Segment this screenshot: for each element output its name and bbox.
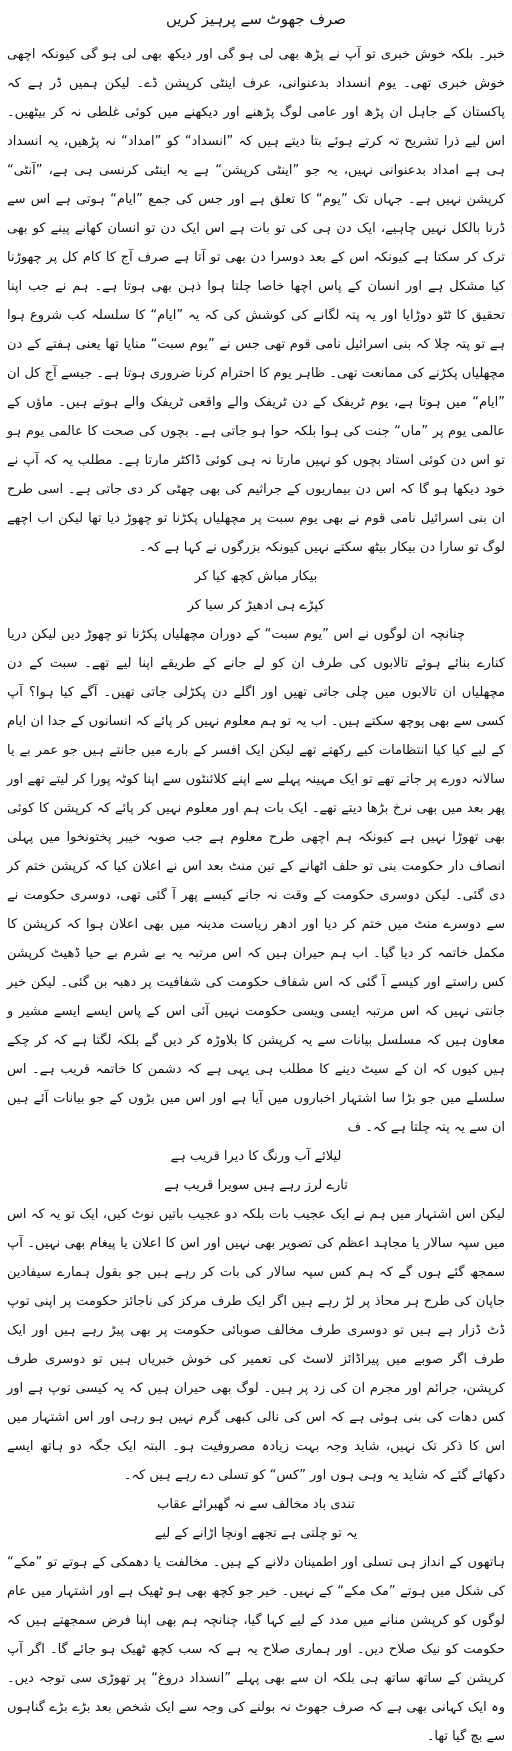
verse-2-line-2: تارے لرز رہے ہیں سویرا قریب ہے [164,1178,348,1193]
verse-1-line-1: بیکار مباش کچھ کیا کر [194,569,318,584]
verse-1-line-2: کپڑے ہی ادھیڑ کر سیا کر [187,598,325,613]
paragraph-1: خبر۔ بلکہ خوش خبری تو آپ نے پڑھ بھی لی ہو گی اور دیکھ بھی لی ہو گی کیونکہ اچھی خوش خبری تھی۔ یوم انسداد بدعنوانی، عرف اینٹی کرپشن ڈے۔ لیکن ہمیں ڈر ہے کہ پاکستان کے جاہل ان پڑھ اور عامی لوگ پڑھنے اور دیکھنے میں کوئی غلطی نہ کر بیٹھیں۔ اس لیے ذرا تشریح تہ کرتے ہوئے بتا دیتے ہیں کہ ”انسداد“ کو ”امداد“ نہ پڑھیں، یہ انسداد ہی ہے امداد بدعنوانی نہیں، یہ جو ”اینٹی کرپشن“ ہے یہ اینٹی کرنسی ہی ہے، ”آنٹی“ کرپشن نہیں ہے۔ جہاں تک ”یوم“ کا تعلق ہے اور جس کی جمع ”ایام“ ہوتی ہے اس سے ڈرنا بالکل نہیں چاہیے، ایک دن ہی کی تو بات ہے اس ایک دن تو انسان کھانے پینے کو بھی ترک کر سکتا ہے کیونکہ اس کے بعد دوسرا دن بھی تو آتا ہے صرف آج کا کام کل پر چھوڑنا کیا مشکل ہے اور انسان کے پاس اچھا خاصا چلتا ہوا ذہن بھی ہوتا ہے۔ ہم نے جب اپنا تحقیق کا ٹٹو دوڑایا اور یہ پتہ لگانے کی کوشش کی کہ یہ ”ایام“ کا سلسلہ کب شروع ہوا ہے تو پتہ چلا کہ بنی اسرائیل نامی قوم تھی جس نے ”یوم سبت“ منایا تھا یعنی ہفتے کے دن مچھلیاں پکڑنے کی ممانعت تھی۔ ظاہر یوم کا احترام کرنا ضروری ہوتا ہے۔ جیسے آج کل ان ”ایام“ میں ہوتا ہے، یوم ٹریفک کے دن ٹریفک والے واقعی ٹریفک والے ہوتے ہیں۔ ماؤں کے عالمی یوم پر ”ماں“ جنت کی ہوا بلکہ حوا ہو جاتی ہے۔ بچوں کی صحت کا عالمی یوم ہو تو اس دن کوئی استاد بچوں کو نہیں مارتا نہ ہی کوئی ڈاکٹر مارتا ہے۔ مطلب یہ کہ آپ نے خود دیکھا ہو گا کہ اس دن بیماریوں کے جراثیم کی بھی چھٹی کر دی جاتی ہے۔ اسی طرح ان بنی اسرائیل نامی قوم نے بھی یوم سبت پر مچھلیاں پکڑنا تو چھوڑ دیا تھا لیکن اب اچھے لوگ تو سارا دن بیکار بیٹھ سکتے نہیں کیونکہ بزرگوں نے کہا ہے کہ۔ [7,47,505,555]
verse-2-line-1: لیلائے آب ورنگ کا دیرا قریب ہے [170,1149,342,1164]
verse-3-line-2: یہ تو چلتی ہے تجھے اونچا اڑانے کے لیے [154,1526,358,1541]
verse-3-line-1: تندی باد مخالف سے نہ گھبرائے عقاب [157,1497,355,1512]
paragraph-3: لیکن اس اشتہار میں ہم نے ایک عجیب بات بلکہ دو عجیب باتیں نوٹ کیں، ایک تو یہ کہ اس میں سپہ سالار یا مجاہد اعظم کی تصویر بھی نہیں اور اس کا اعلان یا پیغام بھی نہیں۔ آپ سمجھ گئے ہوں گے کہ ہم کس سپہ سالار کی بات کر رہے ہیں جو بقول ہمارے سیفادین جاپان کی طرح ہر محاذ پر لڑ رہے ہیں اگر ایک طرف مرکز کی ناجائز حکومت پر اپنی توپ ڈٹ ڈزار ہے ہیں تو دوسری طرف مخالف صوبائی حکومت پر بھی پیڑ رہے ہیں اور ایک طرف اگر صوبے میں پیراڈائز لاسٹ کی تعمیر کی خوش خبریاں ہیں تو دوسری طرف کرپشن، جرائم اور مجرم ان کی زد پر ہیں۔ لوگ بھی حیران ہیں کہ یہ کیسی توپ ہے اور کس دھات کی بنی ہوئی ہے کہ اس کی نالی کبھی گرم نہیں ہو رہی اور اس اشتہار میں اس کا ذکر تک نہیں، شاید وجہ بہت زیادہ مصروفیت ہو۔ البتہ ایک جگہ دو ہاتھ ایسے دکھائے گئے کہ شاید یہ وہی ہوں اور ”کس“ کو تسلی دے رہے ہیں کہ۔ [7,1207,505,1483]
paragraph-2: چنانچہ ان لوگوں نے اس ”یوم سبت“ کے دوران مچھلیاں پکڑنا تو چھوڑ دیں لیکن دریا کنارے بنائے ہوئے تالابوں کی طرف ان کو لے جانے کے طریقے اپنا لیے تھے۔ سبت کے دن مچھلیاں ان تالابوں میں چلی جاتی تھیں اور اگلے دن پکڑلی جاتی تھیں۔ آگے کیا ہوا؟ آپ کسی سے بھی پوچھ سکتے ہیں۔ اب یہ تو ہم معلوم نہیں کر پائے کہ انسانوں کے جدا ان ایام کے لیے کیا کیا انتظامات کیے رکھتے تھے لیکن ایک افسر کے بارے میں جانتے ہیں جو عمر بے یا سالانہ دورے پر جاتے تھے تو ایک مہینہ پہلے سے اپنے کلائنٹوں سے اپنا کوٹہ پورا کر لیتے تھے اور پھر بعد میں بھی نرخ بڑھا دیتے تھے۔ ایک بات ہم اور معلوم نہیں کر پائے کہ کرپشن کا کوئی بھی تھوڑا نہیں ہے کیونکہ ہم اچھی طرح معلوم ہے جب صوبہ خیبر پختونخوا میں پہلی انصاف دار حکومت بنی تو حلف اٹھانے کے تین منٹ بعد اس نے اعلان کیا کہ کرپشن ختم کر دی گئی۔ لیکن دوسری حکومت کے وقت نہ جانے کیسے پھر آ گئی تھی، دوسری حکومت نے سے دوسرے منٹ میں ختم کر دیا اور ادھر ریاست مدینہ میں بھی اعلان ہوا کہ کرپشن کا مکمل خاتمہ کر دیا گیا۔ اب ہم حیران ہیں کہ اس مرتبہ یہ بے شرم بے حیا ڈھیٹ کرپشن کس راستے اور کیسے آ گئی کہ اس شفاف حکومت کی شفافیت پر دھبہ بن گئی۔ لیکن خیر جانتی نہیں کہ اس مرتبہ ایسی ویسی حکومت نہیں آئی اس کے پاس ایسے ایسے مشیر و معاون ہیں کہ مسلسل بیانات سے یہ کرپشن کا بلاوڑہ کر دیں گے بلکہ لگتا ہے کہ کر چکے ہیں کیوں کہ ان کے سیٹ دینے کا مطلب ہی یہی ہے کہ دشمن کا خاتمہ قریب ہے۔ اس سلسلے میں جو بڑا سا اشتہار اخباروں میں آیا ہے اور اس میں بڑوں کے جو بیانات آئے ہیں ان سے یہ پتہ چلتا ہے کہ۔ ف [7,627,505,1135]
article-title: صرف جھوٹ سے پرہیز کریں [165,10,347,28]
paragraph-4: ہاتھوں کے انداز ہی تسلی اور اطمینان دلانے کے ہیں۔ مخالفت یا دھمکی کے ہوتے تو ”مکے“ کی شکل میں ہوتے ”مک مکے“ کے نہیں۔ خیر جو کچھ بھی ہو ٹھیک ہے اور اشتہار میں عام لوگوں کو کرپشن منانے میں مدد کے لیے کہا گیا، چنانچہ ہم بھی اپنا فرض سمجھتے ہیں کہ حکومت کو نیک صلاح دیں۔ اور ہماری صلاح یہ ہے کہ سب کچھ ٹھیک ہو جائے گا۔ اگر آپ کرپشن کے ساتھ ساتھ ہی بلکہ ان سے بھی پہلے ”انسداد دروغ“ پر تھوڑی سی توجہ دیں۔ وہ ایک کہانی بھی ہے کہ صرف جھوٹ نہ بولنے کی وجہ سے ایک شخص بعد بڑے بڑے گناہوں سے بچ گیا تھا۔ [7,1555,505,1744]
